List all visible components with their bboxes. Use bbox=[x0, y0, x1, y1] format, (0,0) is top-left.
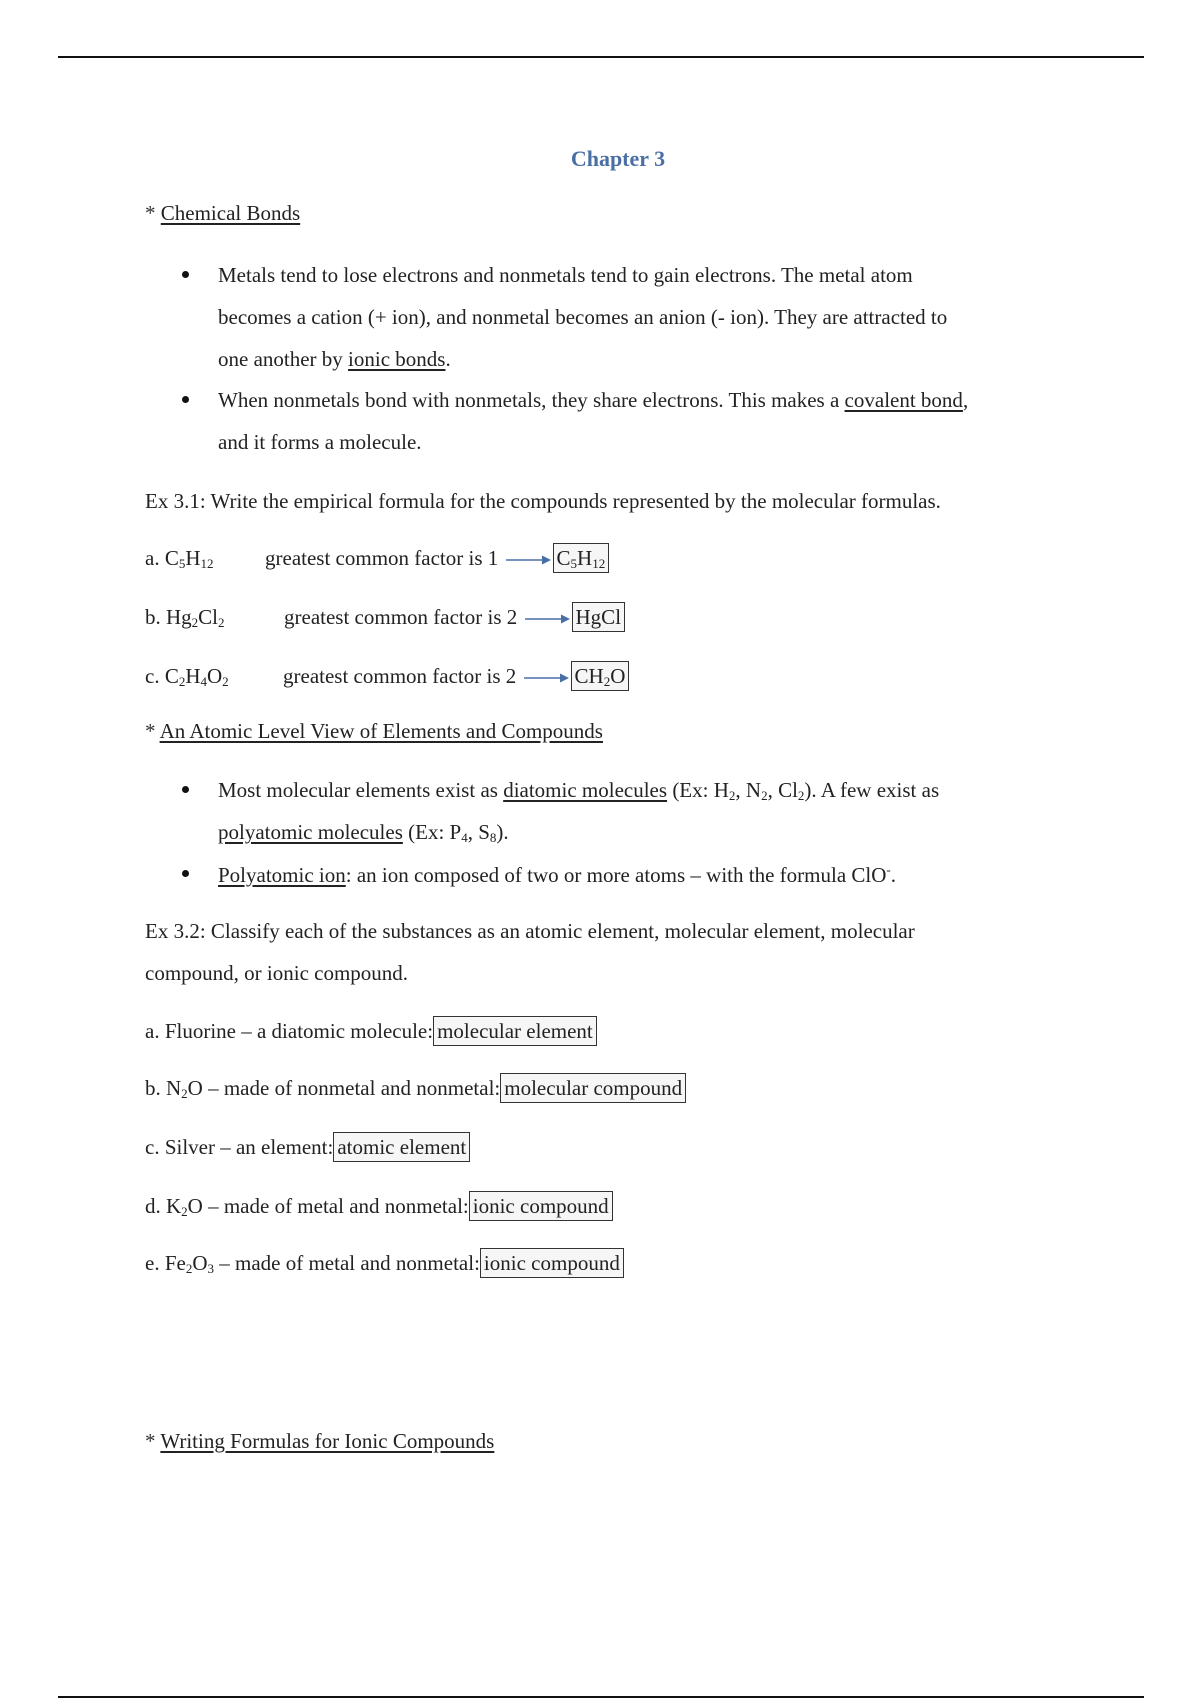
term-covalent-bond: covalent bond bbox=[844, 388, 963, 412]
star-marker: * bbox=[145, 719, 156, 743]
bottom-rule bbox=[58, 1696, 1144, 1698]
bonds-bullet-1-line-2: becomes a cation (+ ion), and nonmetal becomes an anion (- ion). They are attracted to bbox=[218, 305, 948, 329]
section-atomic-view bbox=[145, 719, 603, 744]
ex31-item-c-gcf bbox=[283, 664, 629, 690]
arrow-right-icon bbox=[524, 672, 570, 684]
text: , S bbox=[467, 820, 490, 844]
atomic-bullet-2 bbox=[218, 862, 896, 888]
ex31-item-b bbox=[145, 605, 225, 631]
ex31-item-a bbox=[145, 546, 214, 572]
bullet-dot bbox=[182, 396, 189, 403]
bonds-bullet-1-line-3 bbox=[218, 347, 451, 372]
term-diatomic-molecules: diatomic molecules bbox=[503, 778, 668, 802]
text: (Ex: H bbox=[667, 778, 729, 802]
formula-c5h12: a. $C_5H_{12}$ bbox=[145, 546, 214, 571]
ex32-prompt-line-1: Ex 3.2: Classify each of the substances as an atomic element, molecular element, molecular bbox=[145, 919, 915, 943]
ex31-item-a-gcf bbox=[265, 546, 609, 572]
section-title: Writing Formulas for Ionic Compounds bbox=[160, 1429, 495, 1453]
text: O – made of metal and nonmetal: bbox=[187, 1194, 469, 1218]
top-rule bbox=[58, 56, 1144, 58]
atomic-bullet-1-line-2: polyatomic molecules (Ex: $P_4$, $S_8$). bbox=[218, 820, 509, 845]
ex31-prompt: Ex 3.1: Write the empirical formula for the compounds represented by the molecular formulas. bbox=[145, 489, 941, 513]
answer-box: HgCl bbox=[572, 602, 626, 632]
answer-box: $CH_2O$ bbox=[571, 661, 630, 691]
section-chemical-bonds bbox=[145, 201, 300, 226]
ex31-item-c bbox=[145, 664, 229, 690]
ex32-prompt-line-2: compound, or ionic compound. bbox=[145, 961, 409, 985]
bullet-dot bbox=[182, 786, 189, 793]
answer-box: $C_5H_{12}$ bbox=[553, 543, 610, 573]
text: b. N bbox=[145, 1076, 182, 1100]
answer-box: molecular compound bbox=[500, 1073, 686, 1103]
chapter-title: Chapter 3 bbox=[570, 146, 666, 171]
text: one another by bbox=[218, 347, 349, 371]
text: . bbox=[890, 863, 897, 887]
ex32-item-b: b. $N_2O$ – made of nonmetal and nonmetal: molecular compound bbox=[145, 1076, 686, 1102]
gcf-text: greatest common factor is 1 bbox=[265, 546, 499, 570]
text: Most molecular elements exist as bbox=[218, 778, 504, 802]
ex32-item-c bbox=[145, 1135, 470, 1160]
ex32-item-a bbox=[145, 1019, 597, 1044]
section-title: Chemical Bonds bbox=[160, 201, 301, 225]
arrow-right-icon bbox=[525, 613, 571, 625]
text: d. K bbox=[145, 1194, 182, 1218]
answer-box: ionic compound bbox=[480, 1248, 624, 1278]
formula-hg2cl2: b. $Hg_2Cl_2$ bbox=[145, 605, 225, 630]
text: c. Silver – an element: bbox=[145, 1135, 334, 1159]
answer-box: ionic compound bbox=[469, 1191, 613, 1221]
text: , Cl bbox=[767, 778, 798, 802]
text: , bbox=[962, 388, 969, 412]
text: . bbox=[445, 347, 451, 371]
answer-box: atomic element bbox=[333, 1132, 470, 1162]
arrow-right-icon bbox=[506, 554, 552, 566]
text: O – made of nonmetal and nonmetal: bbox=[187, 1076, 501, 1100]
bonds-bullet-2-line-1 bbox=[218, 388, 968, 413]
formula-c2h4o2: c. $C_2H_4O_2$ bbox=[145, 664, 229, 689]
text: (Ex: P bbox=[402, 820, 462, 844]
text: – made of metal and nonmetal: bbox=[214, 1251, 480, 1275]
text: ). A few exist as bbox=[804, 778, 940, 802]
text: , N bbox=[735, 778, 762, 802]
text: e. Fe bbox=[145, 1251, 186, 1275]
bullet-dot bbox=[182, 870, 189, 877]
term-polyatomic-molecules: polyatomic molecules bbox=[218, 820, 403, 844]
superscript: - bbox=[886, 862, 891, 877]
answer-box: molecular element bbox=[433, 1016, 597, 1046]
text: a. Fluorine – a diatomic molecule: bbox=[145, 1019, 434, 1043]
term-ionic-bonds: ionic bonds bbox=[348, 347, 446, 371]
section-writing-formulas bbox=[145, 1429, 494, 1454]
text: ). bbox=[496, 820, 509, 844]
ex31-item-b-gcf bbox=[284, 605, 625, 630]
atomic-bullet-1-line-1: Most molecular elements exist as diatomic molecules (Ex: $H_2$, $N_2$, $Cl_2$). A few exist as bbox=[218, 778, 940, 803]
star-marker: * bbox=[145, 201, 156, 225]
bonds-bullet-2-line-2: and it forms a molecule. bbox=[218, 430, 422, 454]
gcf-text: greatest common factor is 2 bbox=[284, 605, 518, 629]
text: O bbox=[192, 1251, 208, 1275]
bonds-bullet-1-line-1: Metals tend to lose electrons and nonmetals tend to gain electrons. The metal atom bbox=[218, 263, 913, 287]
gcf-text: greatest common factor is 2 bbox=[283, 664, 517, 688]
ex32-item-d: d. $K_2O$ – made of metal and nonmetal: ionic compound bbox=[145, 1194, 613, 1220]
term-polyatomic-ion: Polyatomic ion bbox=[218, 863, 346, 887]
bullet-dot bbox=[182, 271, 189, 278]
text: : an ion composed of two or more atoms – with the formula ClO bbox=[345, 863, 887, 887]
ex32-item-e: e. $Fe_2O_3$ – made of metal and nonmetal: ionic compound bbox=[145, 1251, 624, 1277]
section-title: An Atomic Level View of Elements and Compounds bbox=[159, 719, 603, 743]
star-marker: * bbox=[145, 1429, 156, 1453]
text: When nonmetals bond with nonmetals, they share electrons. This makes a bbox=[218, 388, 845, 412]
